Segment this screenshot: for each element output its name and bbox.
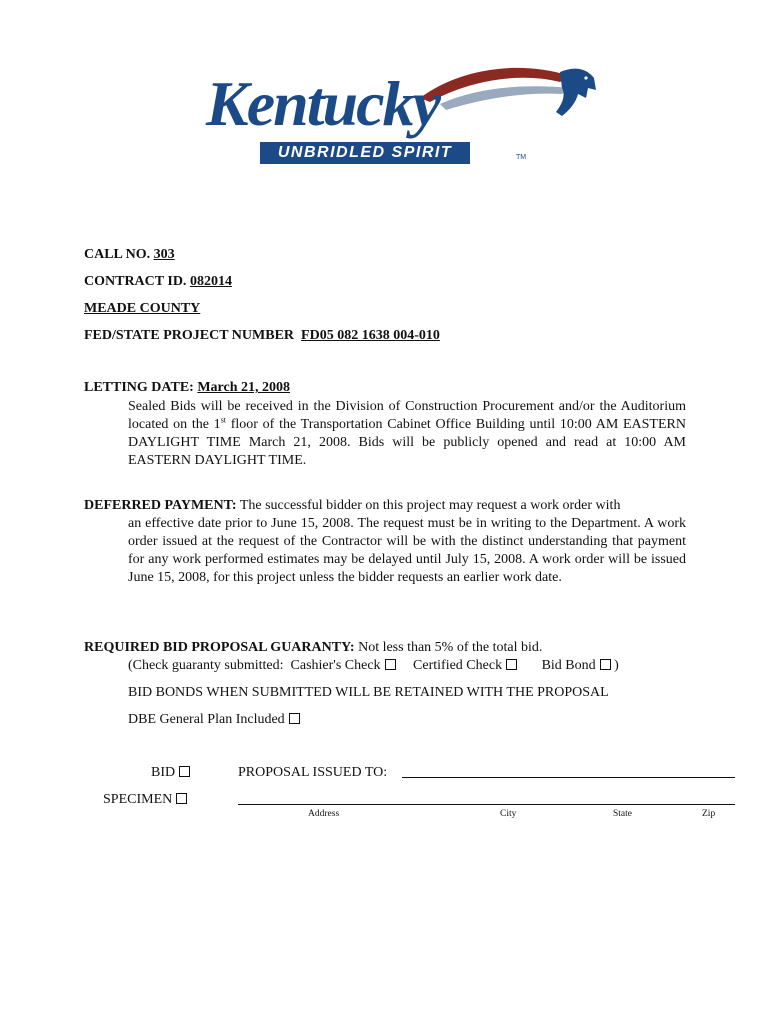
project-label: FED/STATE PROJECT NUMBER [84,328,295,343]
letting-paragraph [128,398,686,470]
deferred-first: The successful bidder on this project may request a work order with [239,498,621,513]
specimen-checkbox[interactable] [176,793,187,804]
project-number-line [84,327,440,345]
bid-bond-checkbox[interactable] [600,659,611,670]
address-caption: Address [308,809,340,819]
contract-id: 082014 [189,274,232,289]
bid-bonds-retained: BID BONDS WHEN SUBMITTED WILL BE RETAINED WITH THE PROPOSAL [128,685,609,700]
logo-trademark: TM [516,154,527,161]
issued-to-name-field[interactable] [402,777,735,778]
guaranty-close: ) [614,658,619,673]
bid-bond-label: Bid Bond [541,658,596,673]
cashiers-check-checkbox[interactable] [385,659,396,670]
bid-label: BID [151,765,176,780]
letting-text-1: Sealed Bids will be received in the Division of Construction Procurement and/or the Auditorium located on the 1 [128,399,686,432]
cashiers-check-label: Cashier's Check [290,658,381,673]
guaranty-check-prefix: (Check guaranty submitted: [128,658,284,673]
project-number: FD05 082 1638 004-010 [301,328,440,343]
letting-sup: st [220,415,227,425]
contract-id-line [84,273,232,291]
dbe-line [128,711,300,729]
guaranty-label: REQUIRED BID PROPOSAL GUARANTY: [84,640,355,655]
guaranty-check-line [128,657,619,675]
letting-date-line [84,379,290,397]
bid-checkbox[interactable] [179,766,190,777]
letting-label: LETTING DATE: [84,380,194,395]
kentucky-logo [200,58,600,170]
call-label: CALL NO. [84,247,151,262]
deferred-paragraph: an effective date prior to June 15, 2008. The request must be in writing to the Department. A work order issued at the request of the Contractor will be with the distinct understanding that payment for any work performed estimates may be delayed until July 15, 2008. A work order will be issued June 15, 2008, for this project unless the bidder requests an earlier work date. [128,516,686,585]
logo-wordmark: Kentucky [206,68,439,139]
logo-tagline: UNBRIDLED SPIRIT [260,142,470,164]
call-number: 303 [153,247,175,262]
call-number-line [84,246,175,264]
guaranty-line [84,639,542,657]
dbe-checkbox[interactable] [289,713,300,724]
city-caption: City [500,809,517,819]
specimen-line [103,791,187,809]
specimen-label: SPECIMEN [103,792,173,807]
contract-label: CONTRACT ID. [84,274,187,289]
dbe-label: DBE General Plan Included [128,712,285,727]
state-caption: State [613,809,632,819]
letting-date: March 21, 2008 [197,380,291,395]
certified-check-checkbox[interactable] [506,659,517,670]
zip-caption: Zip [702,809,716,819]
guaranty-text: Not less than 5% of the total bid. [358,640,543,655]
letting-text-2: floor of the Transportation Cabinet Office Building until 10:00 AM EASTERN DAYLIGHT TIME March 21, 2008. Bids will be publicly opened and read at 10:00 AM EASTERN DAYLIGHT TIME. [128,417,686,468]
issued-to-address-field[interactable] [238,804,735,805]
deferred-first-line [84,497,686,515]
deferred-label: DEFERRED PAYMENT: [84,498,237,513]
certified-check-label: Certified Check [413,658,503,673]
proposal-issued-to-label: PROPOSAL ISSUED TO: [238,765,388,780]
county: MEADE COUNTY [84,301,201,316]
bid-line [151,764,190,782]
